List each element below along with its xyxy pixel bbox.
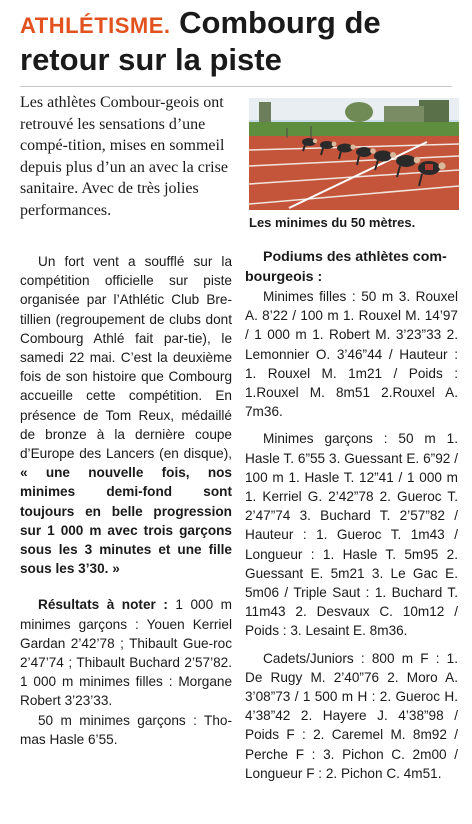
podium-cadets-juniors: Cadets/Juniors : 800 m F : 1. De Rugy M. 2’40”76 2. Moro A. 3’08”73 / 1 500 m H : 2. Gueroc H. 4’38”42 2. Hayere J. 4’38”98 / Poids F : 2. Caremel M. 8m92 / Perche F : 3. Pichon C. 2m00 / Longueur F : 2. Pichon C. 4m51. [245,650,458,781]
article-lede: Les athlètes Combour-geois ont retrouvé les sensations d’une compé-tition, mises en sommeil depuis plus d’un an avec la crise sanitaire. Avec de très jolies performances. [20,94,228,219]
podium-minimes-garcons: Minimes garçons : 50 m 1. Hasle T. 6”55 3. Guessant E. 6”92 / 100 m 1. Hasle T. 12”41 / 1 000 m 1. Kerriel G. 2’42”78 2. Gueroc T. 2’47”74 3. Buchard T. 2’57”82 / Hauteur : 1. Gueroc T. 1m43 / Longueur : 1. Hasle T. 5m95 2. Guessant E. 5m21 3. Le Gac E. 5m06 / Triple Saut : 1. Buchard T. 11m43 2. Desvaux C. 10m12 / Poids : 3. Lesaint E. 8m36. [245,431,458,639]
headline-divider [20,86,452,87]
results-paragraph [20,595,232,710]
headline-title: Combourg de retour sur la piste [20,5,381,77]
results-50m: 50 m minimes garçons : Tho-mas Hasle 6’55. [20,712,232,747]
paragraph-intro: Un fort vent a soufflé sur la compétition officielle sur piste organisée par l’Athlétic Club Bre-tillien (regroupement de clubs dont Combourg Athlé fait par-tie), le samedi 22 mai. C’est la deuxième fois de son histoire que Combourg accueille cette compétition. En présence de Tom Reux, médaillé de bronze à la dernière coupe d’Europe des Lancers (en disque), [20,254,232,462]
results-label: Résultats à noter : [38,597,168,613]
results-text: 1 000 m minimes garçons : Youen Kerriel Gardan 2’42’78 ; Thibault Gue-roc 2’47’74 ; Thibault Buchard 2’57’82. 1 000 m minimes filles : Morgane Robert 3’23’33. [20,597,232,709]
podium-minimes-filles: Minimes filles : 50 m 3. Rouxel A. 8’22 / 100 m 1. Rouxel M. 14’97 / 1 000 m 1. Robert M. 3’23”33 2. Lemonnier O. 3’46”44 / Hauteur : 1. Rouxel M. 1m21 / Poids : 1.Rouxel M. 8m51 2.Rouxel A. 7m36. [245,289,458,420]
photo-caption: Les minimes du 50 mètres. [249,215,416,230]
article-photo [249,98,459,210]
left-column [20,252,232,749]
headline-kicker: ATHLÉTISME. [20,13,171,38]
article-headline [20,6,460,77]
right-column [245,248,458,783]
body-paragraph [20,252,232,578]
podiums-title: Podiums des athlètes com-bourgeois : [245,249,447,285]
quote-text: « une nouvelle fois, nos minimes demi-fond sont toujours en belle progression sur 1 000 m avec trois garçons sous les 3 minutes et une fille sous les 3’30. » [20,465,232,577]
track-start-photo [249,98,459,210]
